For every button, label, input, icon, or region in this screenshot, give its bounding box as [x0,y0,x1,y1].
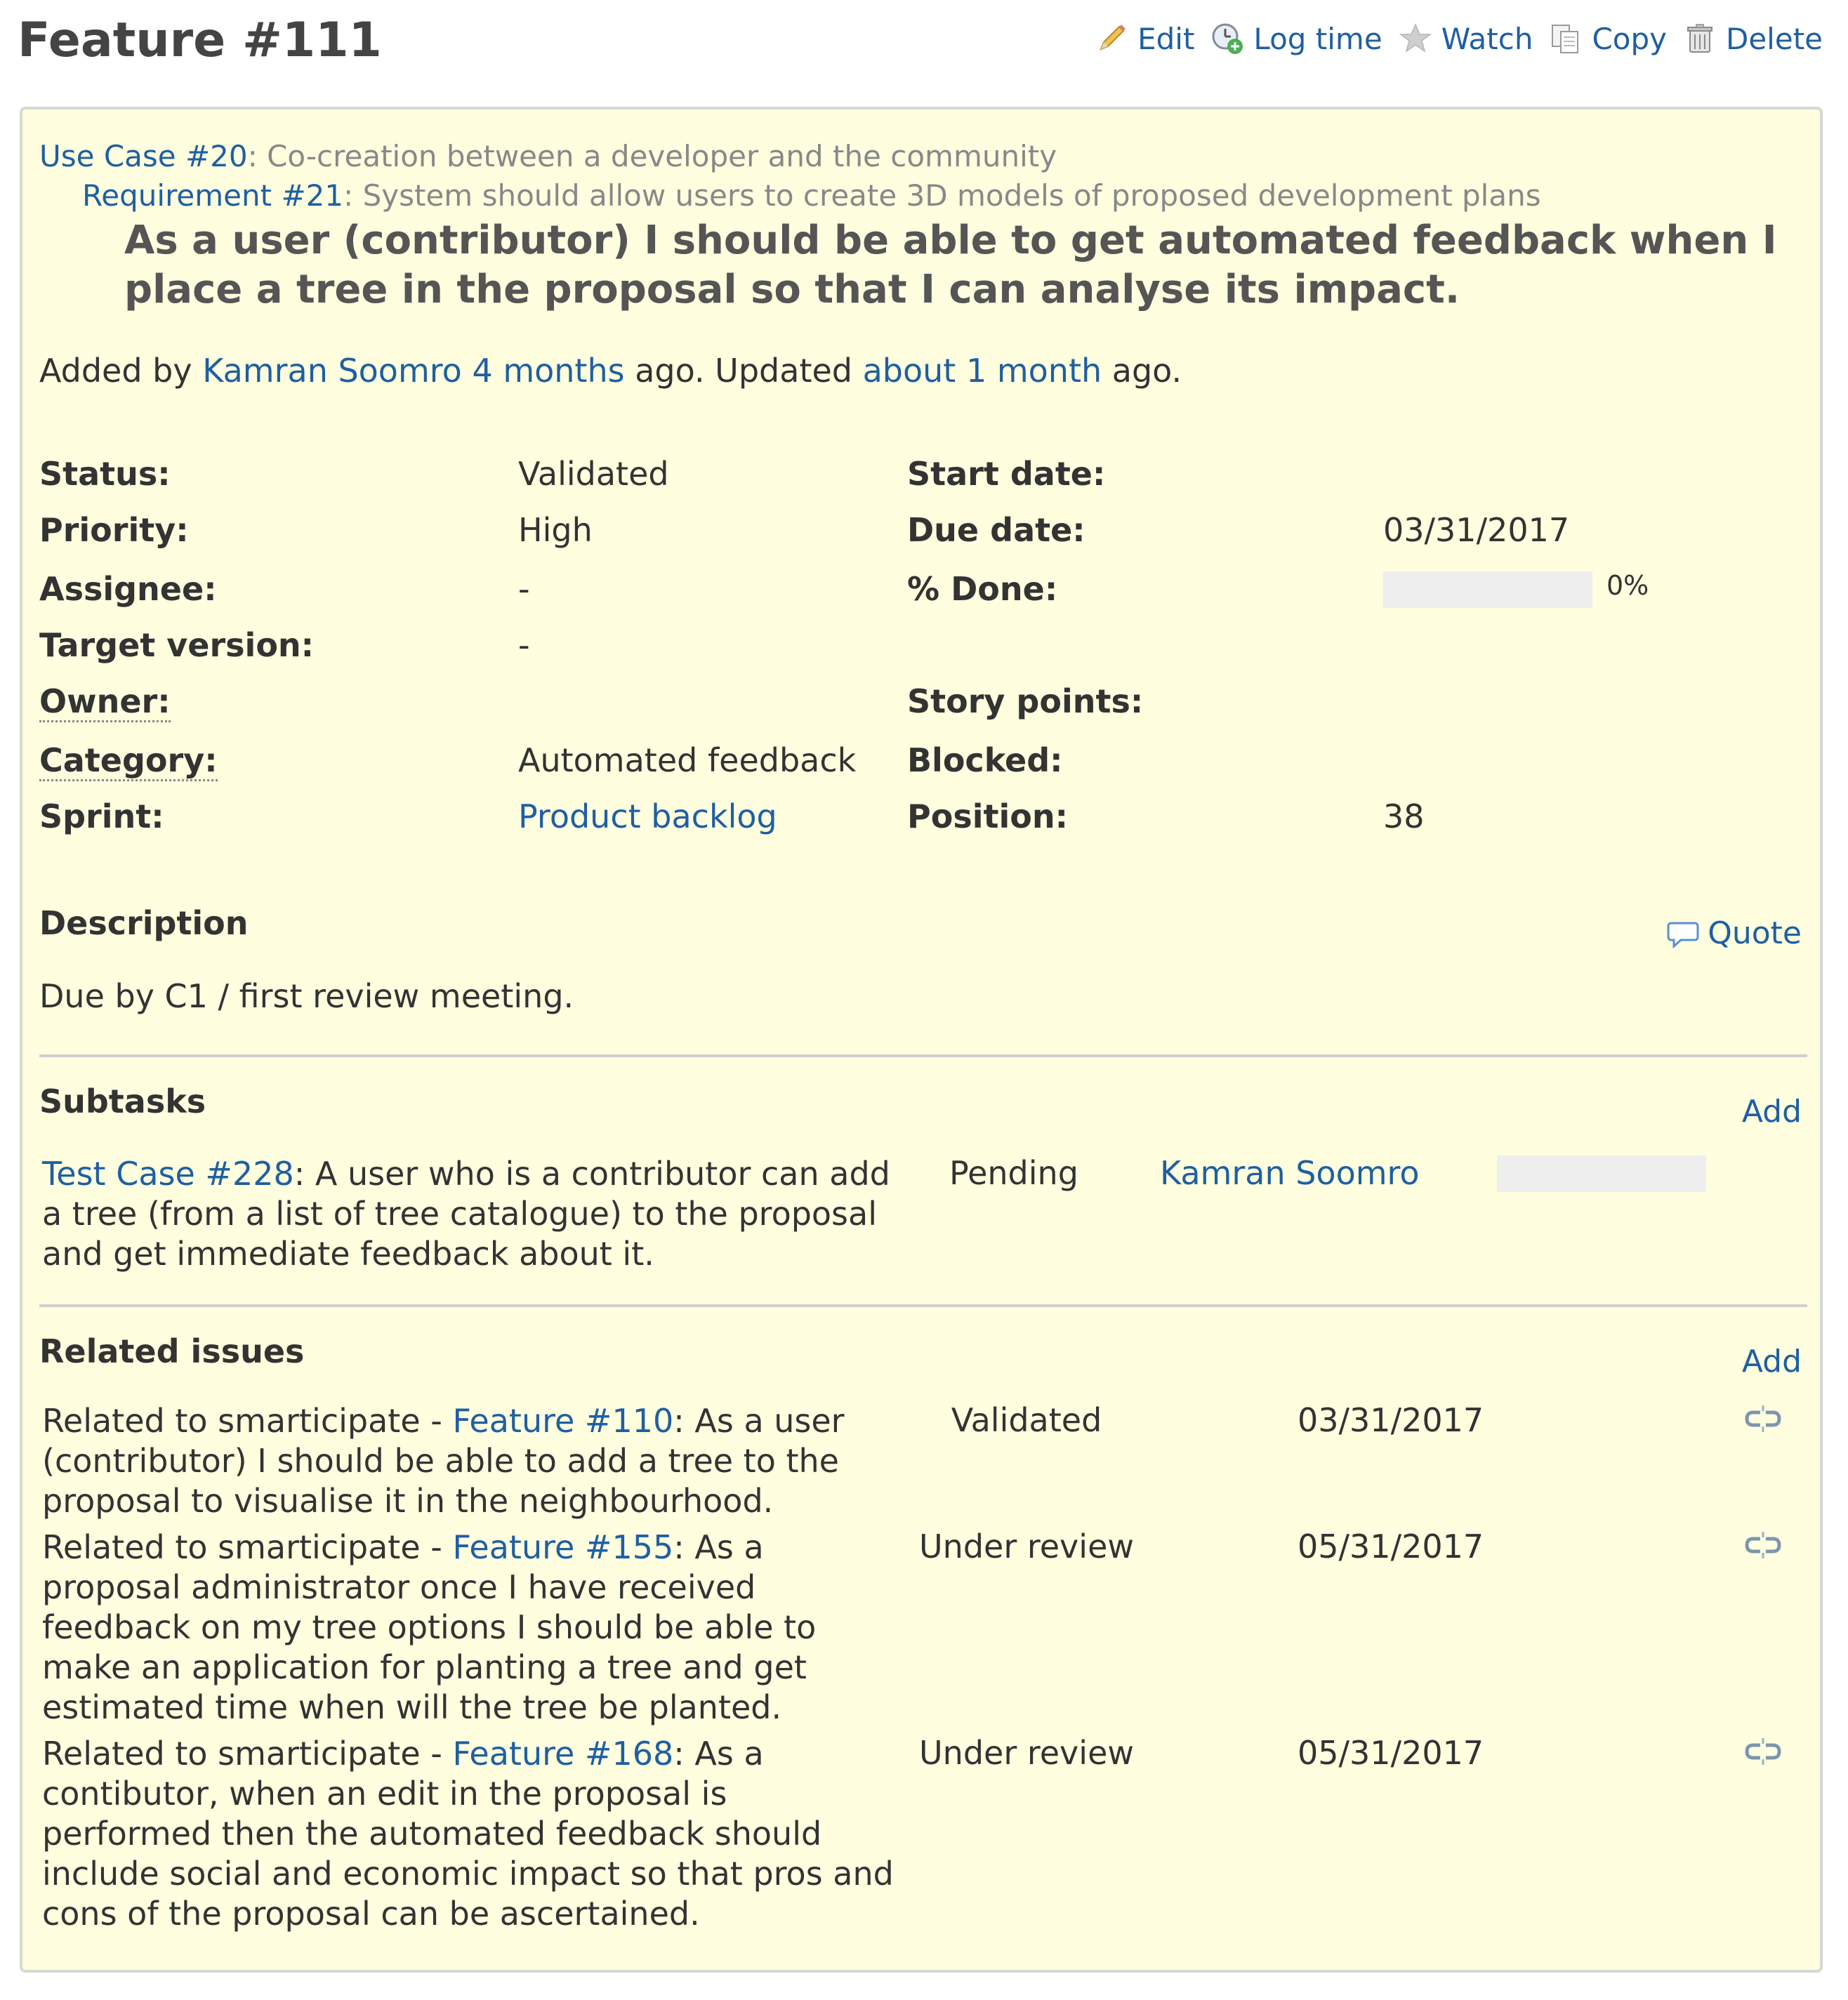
priority-label: Priority: [39,511,189,549]
copy-label: Copy [1592,21,1667,56]
copy-icon [1548,21,1583,56]
status-label: Status: [39,455,171,493]
category-label: Category: [39,741,218,781]
subtask-assignee-link[interactable]: Kamran Soomro [1160,1154,1420,1192]
add-relation-link[interactable]: Add [1741,1344,1802,1379]
divider [39,1304,1807,1307]
issue-subject: As a user (contributor) I should be able to get automated feedback when I place a tree in the proposal so that I can analyse its impact. [124,218,1777,312]
subtask-link[interactable]: Test Case #228 [42,1155,294,1193]
related-prefix: Related to smarticipate - [42,1402,453,1440]
related-text: : As a user (contributor) I should be able to add a tree to the proposal to visualise it in the neighbourhood. [42,1402,845,1520]
owner-label: Owner: [39,682,171,722]
related-issues-title: Related issues [39,1332,305,1370]
sprint-link[interactable]: Product backlog [518,797,777,835]
related-prefix: Related to smarticipate - [42,1735,453,1773]
target-version-value: - [518,626,530,664]
related-item [42,1734,906,1934]
edit-link[interactable] [1094,21,1194,56]
watch-link[interactable] [1398,21,1533,56]
related-link[interactable]: Feature #168 [452,1735,674,1773]
due-date-label: Due date: [907,511,1085,549]
related-link[interactable]: Feature #110 [452,1402,674,1440]
parent-use-case-link[interactable]: Use Case #20 [39,139,248,173]
parent-use-case [39,139,1057,173]
start-date-label: Start date: [907,455,1106,493]
parent-requirement-link[interactable]: Requirement #21 [82,178,344,213]
updated-ago-link[interactable]: about 1 month [862,352,1102,390]
author-line [39,352,1182,390]
pencil-icon [1094,21,1129,56]
delete-relation-button[interactable] [1743,1403,1783,1438]
author-suffix: ago. [1102,352,1182,390]
due-date-value: 03/31/2017 [1383,511,1570,549]
related-date: 05/31/2017 [1298,1734,1484,1772]
priority-value: High [518,511,593,549]
author-mid: ago. Updated [624,352,863,390]
copy-link[interactable] [1548,21,1667,56]
done-label: % Done: [907,570,1058,608]
parent-requirement [82,178,1541,213]
story-points-label: Story points: [907,682,1144,720]
subtask-item [42,1154,906,1274]
subtasks-title: Subtasks [39,1082,206,1120]
trash-icon [1682,21,1717,56]
related-date: 05/31/2017 [1298,1528,1484,1565]
related-status: Under review [919,1528,1134,1565]
category-value: Automated feedback [518,741,857,779]
related-prefix: Related to smarticipate - [42,1528,453,1566]
related-date: 03/31/2017 [1298,1401,1484,1439]
quote-label: Quote [1708,915,1802,951]
related-text: : As a proposal administrator once I have received feedback on my tree options I should be able to make an application for planting a tree and get estimated time when will the tree be planted. [42,1528,817,1726]
position-value: 38 [1383,797,1425,835]
quote-button[interactable] [1667,915,1802,951]
description-text: Due by C1 / first review meeting. [39,977,574,1015]
log-time-link[interactable] [1210,21,1382,56]
related-link[interactable]: Feature #155 [452,1528,674,1566]
delete-relation-button[interactable] [1743,1735,1783,1770]
edit-label: Edit [1137,21,1195,56]
blocked-label: Blocked: [907,741,1063,779]
unlink-icon [1743,1735,1783,1768]
sprint-label: Sprint: [39,797,164,835]
clock-add-icon [1210,21,1245,56]
target-version-label: Target version: [39,626,315,664]
description-title: Description [39,904,249,942]
contextual-actions [1078,21,1823,56]
parent-use-case-text: : Co-creation between a developer and the community [247,139,1057,173]
comment-icon [1667,918,1699,950]
subtask-progress-bar [1497,1155,1706,1192]
related-item [42,1528,906,1728]
related-item [42,1401,906,1521]
log-time-label: Log time [1253,21,1382,56]
subtask-text: : A user who is a contributor can add a tree (from a list of tree catalogue) to the proposal and get immediate feedback about it. [42,1155,890,1273]
related-status: Validated [951,1401,1102,1439]
delete-relation-button[interactable] [1743,1529,1783,1564]
assignee-value: - [518,570,530,608]
author-link[interactable]: Kamran Soomro [202,352,462,390]
issue-details [20,107,1823,1973]
related-text: : As a contibutor, when an edit in the proposal is performed then the automated feedback should include social and economic impact so that pros and cons of the proposal can be ascertained. [42,1735,894,1933]
divider [39,1054,1807,1057]
subtask-status: Pending [949,1154,1078,1192]
add-subtask-link[interactable]: Add [1741,1094,1802,1130]
unlink-icon [1743,1403,1783,1435]
assignee-label: Assignee: [39,570,217,608]
delete-label: Delete [1726,21,1823,56]
unlink-icon [1743,1529,1783,1561]
position-label: Position: [907,797,1068,835]
status-value: Validated [518,455,669,493]
related-status: Under review [919,1734,1134,1772]
author-prefix: Added by [39,352,203,390]
watch-label: Watch [1441,21,1533,56]
done-progress-bar [1383,571,1592,608]
parent-requirement-text: : System should allow users to create 3D models of proposed development plans [343,178,1541,213]
star-icon [1398,21,1433,56]
page-title: Feature #111 [18,13,382,68]
added-ago-link[interactable]: 4 months [472,352,625,390]
delete-link[interactable] [1682,21,1823,56]
done-value: 0% [1606,570,1649,601]
